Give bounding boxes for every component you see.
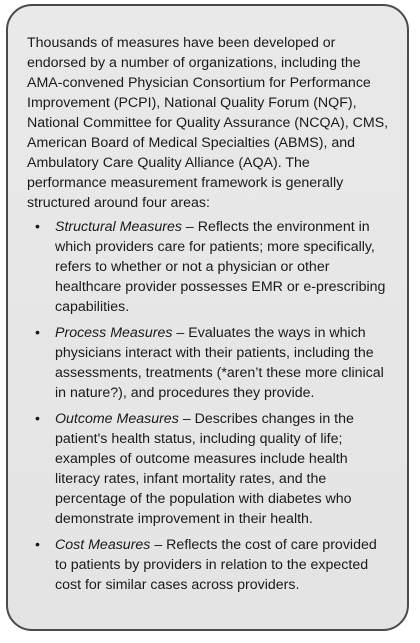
measures-callout-box — [6, 4, 409, 631]
measure-description: – Reflects the cost of care provided to patients by providers in relation to the expected cost for similar cases across providers. — [55, 537, 377, 593]
bullet-icon: • — [35, 325, 40, 341]
intro-paragraph: Thousands of measures have been developed or endorsed by a number of organizations, including the AMA-convened Physician Consortium for Performance Improvement (PCPI), National Quality Forum (NQF), National Committee for Quality Assurance (NCQA), CMS, American Board of Medical Specialties (ABMS), and Ambulatory Care Quality Alliance (AQA). The performance measurement framework is generally structured around four areas: — [27, 35, 389, 211]
measure-term: Structural Measures — [55, 219, 182, 235]
measure-term: Outcome Measures — [55, 411, 179, 427]
list-item-structural-measures — [27, 217, 391, 317]
measures-list — [27, 217, 391, 595]
bullet-icon: • — [35, 537, 40, 553]
measure-term: Cost Measures — [55, 537, 151, 553]
measure-description: – Evaluates the ways in which physicians interact with their patients, including the assessments, treatments (*aren’t these more clinical in nature?), and procedures they provide. — [55, 325, 384, 401]
measure-description: – Reflects the environment in which providers care for patients; more specifically, refers to whether or not a physician or other healthcare provider possesses EMR or e-prescribing capabilities. — [55, 219, 386, 315]
bullet-icon: • — [35, 411, 40, 427]
list-item-process-measures — [27, 323, 391, 403]
measure-term: Process Measures — [55, 325, 173, 341]
list-item-cost-measures — [27, 535, 391, 595]
measure-description: – Describes changes in the patient's health status, including quality of life; examples of outcome measures include health literacy rates, infant mortality rates, and the percentage of the population with diabetes who demonstrate improvement in their health. — [55, 411, 354, 527]
bullet-icon: • — [35, 219, 40, 235]
list-item-outcome-measures — [27, 409, 391, 529]
